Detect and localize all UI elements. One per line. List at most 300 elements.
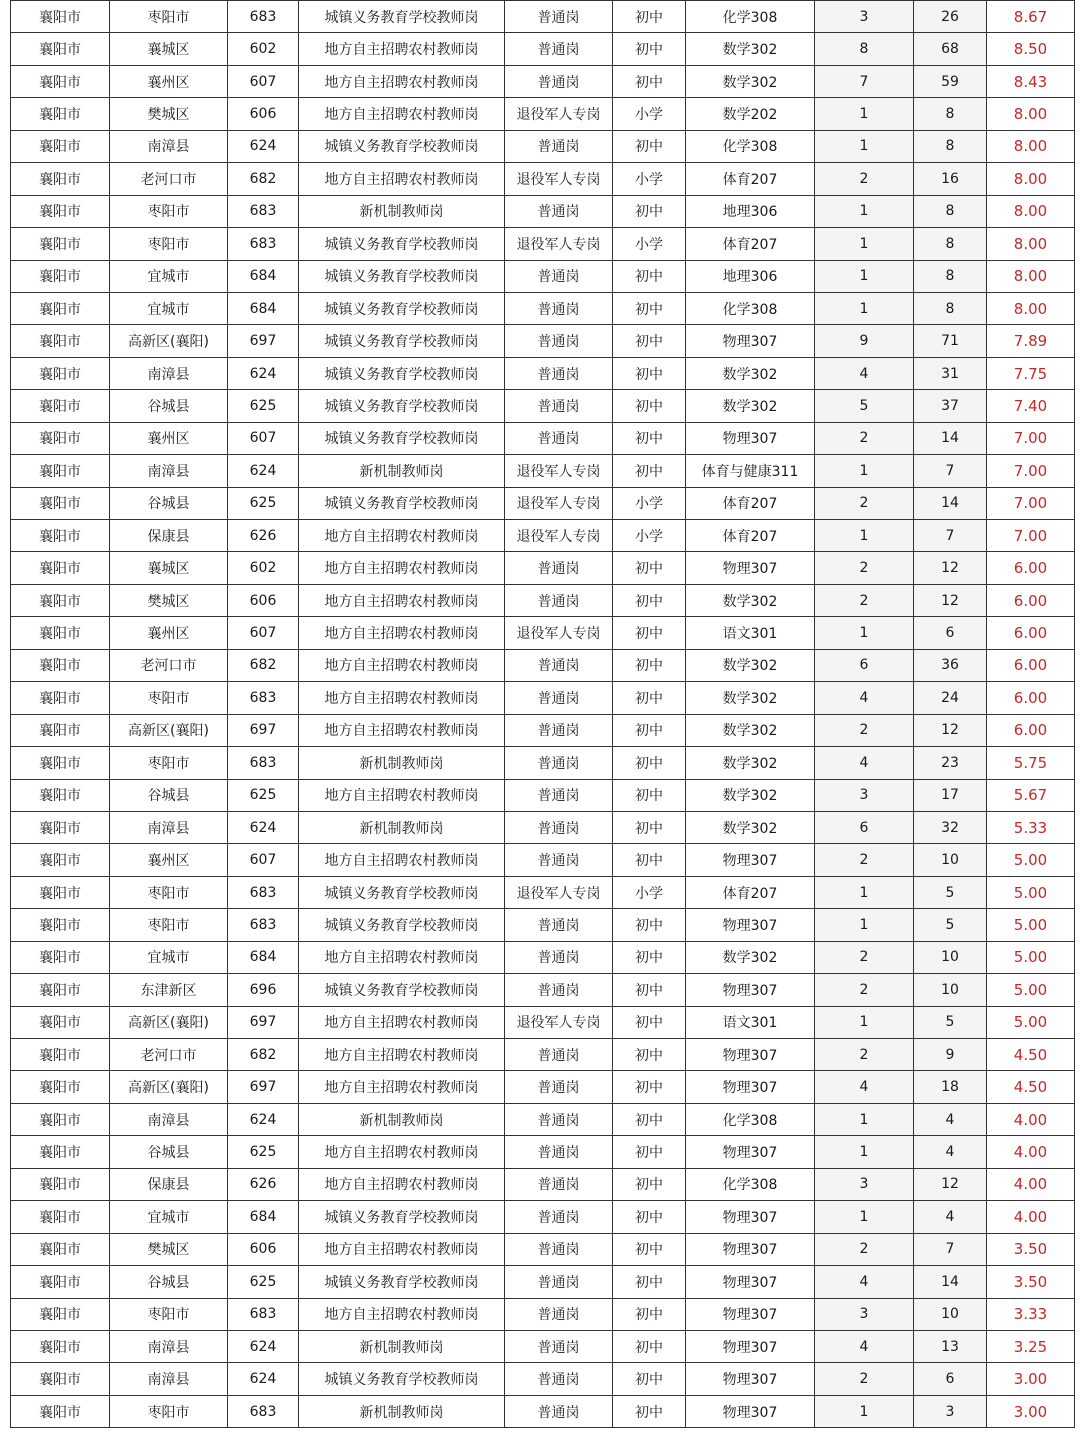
competition-ratio-cell: 8.00 (987, 292, 1075, 324)
table-row (11, 617, 1075, 649)
competition-ratio-cell: 3.50 (987, 1266, 1075, 1298)
city-cell: 襄阳市 (11, 195, 110, 227)
post-category-cell: 普通岗 (505, 65, 613, 97)
post-category-cell: 普通岗 (505, 1039, 613, 1071)
subject-cell: 语文301 (686, 1006, 815, 1038)
subject-cell: 物理307 (686, 1330, 815, 1362)
applicants-cell: 31 (914, 357, 987, 389)
openings-cell: 1 (815, 195, 914, 227)
table-row (11, 811, 1075, 843)
city-cell: 襄阳市 (11, 33, 110, 65)
position-type-cell: 城镇义务教育学校教师岗 (299, 292, 505, 324)
competition-ratio-cell: 6.00 (987, 682, 1075, 714)
post-category-cell: 普通岗 (505, 844, 613, 876)
competition-ratio-cell: 8.00 (987, 195, 1075, 227)
openings-cell: 3 (815, 1298, 914, 1330)
position-type-cell: 新机制教师岗 (299, 1103, 505, 1135)
district-cell: 襄州区 (110, 617, 228, 649)
subject-cell: 数学302 (686, 390, 815, 422)
table-row (11, 357, 1075, 389)
post-category-cell: 普通岗 (505, 195, 613, 227)
district-code-cell: 683 (228, 876, 299, 908)
city-cell: 襄阳市 (11, 617, 110, 649)
city-cell: 襄阳市 (11, 876, 110, 908)
subject-cell: 物理307 (686, 325, 815, 357)
position-type-cell: 城镇义务教育学校教师岗 (299, 325, 505, 357)
school-level-cell: 初中 (613, 1330, 686, 1362)
table-row (11, 520, 1075, 552)
competition-ratio-cell: 5.75 (987, 747, 1075, 779)
openings-cell: 1 (815, 1103, 914, 1135)
openings-cell: 8 (815, 33, 914, 65)
city-cell: 襄阳市 (11, 1168, 110, 1200)
openings-cell: 1 (815, 228, 914, 260)
post-category-cell: 普通岗 (505, 1168, 613, 1200)
position-type-cell: 新机制教师岗 (299, 747, 505, 779)
post-category-cell: 普通岗 (505, 390, 613, 422)
post-category-cell: 退役军人专岗 (505, 98, 613, 130)
post-category-cell: 普通岗 (505, 1201, 613, 1233)
district-cell: 襄州区 (110, 422, 228, 454)
district-cell: 南漳县 (110, 130, 228, 162)
city-cell: 襄阳市 (11, 1298, 110, 1330)
table-row (11, 487, 1075, 519)
district-code-cell: 625 (228, 1266, 299, 1298)
competition-ratio-cell: 6.00 (987, 617, 1075, 649)
school-level-cell: 小学 (613, 163, 686, 195)
competition-ratio-cell: 5.00 (987, 974, 1075, 1006)
applicants-cell: 36 (914, 649, 987, 681)
district-code-cell: 684 (228, 1201, 299, 1233)
post-category-cell: 退役军人专岗 (505, 228, 613, 260)
district-cell: 东津新区 (110, 974, 228, 1006)
table-row (11, 714, 1075, 746)
competition-ratio-cell: 7.00 (987, 422, 1075, 454)
school-level-cell: 初中 (613, 1039, 686, 1071)
openings-cell: 2 (815, 422, 914, 454)
openings-cell: 2 (815, 1363, 914, 1395)
district-code-cell: 625 (228, 1136, 299, 1168)
table-row (11, 228, 1075, 260)
openings-cell: 7 (815, 65, 914, 97)
table-row (11, 649, 1075, 681)
district-code-cell: 697 (228, 1071, 299, 1103)
table-row (11, 974, 1075, 1006)
school-level-cell: 初中 (613, 617, 686, 649)
subject-cell: 数学302 (686, 747, 815, 779)
school-level-cell: 初中 (613, 65, 686, 97)
openings-cell: 1 (815, 1006, 914, 1038)
position-type-cell: 城镇义务教育学校教师岗 (299, 1363, 505, 1395)
district-cell: 襄州区 (110, 844, 228, 876)
post-category-cell: 普通岗 (505, 357, 613, 389)
post-category-cell: 普通岗 (505, 1, 613, 33)
city-cell: 襄阳市 (11, 941, 110, 973)
post-category-cell: 退役军人专岗 (505, 520, 613, 552)
position-type-cell: 城镇义务教育学校教师岗 (299, 876, 505, 908)
table-row (11, 325, 1075, 357)
applicants-cell: 12 (914, 714, 987, 746)
post-category-cell: 退役军人专岗 (505, 876, 613, 908)
city-cell: 襄阳市 (11, 844, 110, 876)
school-level-cell: 初中 (613, 195, 686, 227)
openings-cell: 3 (815, 779, 914, 811)
post-category-cell: 普通岗 (505, 747, 613, 779)
table-row (11, 1071, 1075, 1103)
city-cell: 襄阳市 (11, 455, 110, 487)
district-code-cell: 683 (228, 1, 299, 33)
openings-cell: 2 (815, 552, 914, 584)
district-cell: 枣阳市 (110, 228, 228, 260)
openings-cell: 2 (815, 974, 914, 1006)
applicants-cell: 10 (914, 941, 987, 973)
school-level-cell: 初中 (613, 1103, 686, 1135)
subject-cell: 物理307 (686, 1298, 815, 1330)
table-row (11, 260, 1075, 292)
openings-cell: 2 (815, 1233, 914, 1265)
competition-ratio-cell: 6.00 (987, 584, 1075, 616)
school-level-cell: 初中 (613, 1395, 686, 1427)
table-row (11, 1136, 1075, 1168)
table-row (11, 65, 1075, 97)
city-cell: 襄阳市 (11, 974, 110, 1006)
competition-ratio-cell: 7.89 (987, 325, 1075, 357)
subject-cell: 数学302 (686, 779, 815, 811)
table-row (11, 130, 1075, 162)
district-cell: 樊城区 (110, 98, 228, 130)
openings-cell: 1 (815, 876, 914, 908)
applicants-cell: 6 (914, 617, 987, 649)
openings-cell: 2 (815, 941, 914, 973)
district-code-cell: 697 (228, 1006, 299, 1038)
position-type-cell: 地方自主招聘农村教师岗 (299, 1039, 505, 1071)
district-cell: 樊城区 (110, 1233, 228, 1265)
subject-cell: 物理307 (686, 1395, 815, 1427)
city-cell: 襄阳市 (11, 1201, 110, 1233)
city-cell: 襄阳市 (11, 1071, 110, 1103)
district-code-cell: 624 (228, 357, 299, 389)
subject-cell: 数学302 (686, 811, 815, 843)
post-category-cell: 退役军人专岗 (505, 163, 613, 195)
competition-ratio-cell: 7.00 (987, 455, 1075, 487)
city-cell: 襄阳市 (11, 779, 110, 811)
school-level-cell: 初中 (613, 1071, 686, 1103)
openings-cell: 4 (815, 747, 914, 779)
school-level-cell: 初中 (613, 390, 686, 422)
table-row (11, 1266, 1075, 1298)
table-row (11, 455, 1075, 487)
applicants-cell: 8 (914, 228, 987, 260)
table-row (11, 779, 1075, 811)
subject-cell: 化学308 (686, 130, 815, 162)
district-cell: 枣阳市 (110, 682, 228, 714)
subject-cell: 物理307 (686, 844, 815, 876)
subject-cell: 物理307 (686, 422, 815, 454)
applicants-cell: 8 (914, 130, 987, 162)
openings-cell: 1 (815, 130, 914, 162)
competition-ratio-cell: 3.50 (987, 1233, 1075, 1265)
competition-ratio-cell: 8.00 (987, 163, 1075, 195)
district-code-cell: 683 (228, 682, 299, 714)
applicants-cell: 32 (914, 811, 987, 843)
subject-cell: 数学202 (686, 98, 815, 130)
post-category-cell: 退役军人专岗 (505, 487, 613, 519)
city-cell: 襄阳市 (11, 1395, 110, 1427)
district-code-cell: 683 (228, 1395, 299, 1427)
table-row (11, 1039, 1075, 1071)
post-category-cell: 普通岗 (505, 1298, 613, 1330)
district-code-cell: 684 (228, 260, 299, 292)
openings-cell: 2 (815, 584, 914, 616)
table-row (11, 390, 1075, 422)
position-type-cell: 新机制教师岗 (299, 195, 505, 227)
openings-cell: 2 (815, 844, 914, 876)
district-cell: 枣阳市 (110, 909, 228, 941)
competition-ratio-cell: 5.67 (987, 779, 1075, 811)
applicants-cell: 12 (914, 552, 987, 584)
post-category-cell: 普通岗 (505, 779, 613, 811)
district-cell: 老河口市 (110, 163, 228, 195)
applicants-cell: 14 (914, 422, 987, 454)
position-type-cell: 新机制教师岗 (299, 1330, 505, 1362)
competition-ratio-cell: 5.00 (987, 909, 1075, 941)
district-code-cell: 607 (228, 844, 299, 876)
post-category-cell: 退役军人专岗 (505, 455, 613, 487)
post-category-cell: 普通岗 (505, 260, 613, 292)
competition-ratio-cell: 6.00 (987, 649, 1075, 681)
position-type-cell: 城镇义务教育学校教师岗 (299, 909, 505, 941)
district-cell: 樊城区 (110, 584, 228, 616)
position-type-cell: 地方自主招聘农村教师岗 (299, 65, 505, 97)
post-category-cell: 普通岗 (505, 1330, 613, 1362)
openings-cell: 4 (815, 1071, 914, 1103)
post-category-cell: 普通岗 (505, 811, 613, 843)
district-cell: 襄城区 (110, 33, 228, 65)
competition-ratio-cell: 8.00 (987, 98, 1075, 130)
school-level-cell: 初中 (613, 325, 686, 357)
post-category-cell: 普通岗 (505, 33, 613, 65)
district-code-cell: 607 (228, 422, 299, 454)
district-cell: 宜城市 (110, 260, 228, 292)
district-cell: 枣阳市 (110, 1395, 228, 1427)
competition-ratio-cell: 3.00 (987, 1363, 1075, 1395)
school-level-cell: 初中 (613, 1168, 686, 1200)
subject-cell: 数学302 (686, 357, 815, 389)
school-level-cell: 小学 (613, 98, 686, 130)
applicants-cell: 71 (914, 325, 987, 357)
city-cell: 襄阳市 (11, 1136, 110, 1168)
district-code-cell: 606 (228, 1233, 299, 1265)
subject-cell: 体育207 (686, 228, 815, 260)
school-level-cell: 初中 (613, 584, 686, 616)
district-cell: 谷城县 (110, 390, 228, 422)
subject-cell: 体育207 (686, 876, 815, 908)
openings-cell: 1 (815, 1201, 914, 1233)
city-cell: 襄阳市 (11, 390, 110, 422)
applicants-cell: 8 (914, 195, 987, 227)
subject-cell: 数学302 (686, 33, 815, 65)
district-code-cell: 683 (228, 1298, 299, 1330)
applicants-cell: 7 (914, 520, 987, 552)
applicants-cell: 6 (914, 1363, 987, 1395)
district-code-cell: 683 (228, 909, 299, 941)
competition-ratio-cell: 8.50 (987, 33, 1075, 65)
school-level-cell: 初中 (613, 941, 686, 973)
competition-ratio-cell: 8.00 (987, 130, 1075, 162)
city-cell: 襄阳市 (11, 325, 110, 357)
district-cell: 南漳县 (110, 1103, 228, 1135)
openings-cell: 1 (815, 520, 914, 552)
openings-cell: 1 (815, 455, 914, 487)
position-type-cell: 城镇义务教育学校教师岗 (299, 1, 505, 33)
district-cell: 南漳县 (110, 455, 228, 487)
position-type-cell: 地方自主招聘农村教师岗 (299, 649, 505, 681)
position-type-cell: 地方自主招聘农村教师岗 (299, 779, 505, 811)
school-level-cell: 初中 (613, 357, 686, 389)
city-cell: 襄阳市 (11, 163, 110, 195)
subject-cell: 数学302 (686, 682, 815, 714)
applicants-cell: 26 (914, 1, 987, 33)
city-cell: 襄阳市 (11, 682, 110, 714)
district-code-cell: 682 (228, 1039, 299, 1071)
applicants-cell: 10 (914, 844, 987, 876)
post-category-cell: 退役军人专岗 (505, 617, 613, 649)
city-cell: 襄阳市 (11, 909, 110, 941)
openings-cell: 1 (815, 260, 914, 292)
applicants-cell: 7 (914, 455, 987, 487)
post-category-cell: 普通岗 (505, 682, 613, 714)
position-type-cell: 新机制教师岗 (299, 455, 505, 487)
applicants-cell: 4 (914, 1201, 987, 1233)
applicants-cell: 7 (914, 1233, 987, 1265)
district-code-cell: 626 (228, 520, 299, 552)
openings-cell: 4 (815, 682, 914, 714)
district-cell: 高新区(襄阳) (110, 1071, 228, 1103)
position-type-cell: 城镇义务教育学校教师岗 (299, 260, 505, 292)
applicants-cell: 24 (914, 682, 987, 714)
district-code-cell: 606 (228, 98, 299, 130)
openings-cell: 3 (815, 1, 914, 33)
subject-cell: 体育与健康311 (686, 455, 815, 487)
district-cell: 保康县 (110, 520, 228, 552)
school-level-cell: 初中 (613, 649, 686, 681)
district-cell: 高新区(襄阳) (110, 1006, 228, 1038)
subject-cell: 化学308 (686, 1, 815, 33)
competition-ratio-cell: 6.00 (987, 714, 1075, 746)
district-code-cell: 606 (228, 584, 299, 616)
city-cell: 襄阳市 (11, 649, 110, 681)
applicants-cell: 8 (914, 292, 987, 324)
district-code-cell: 682 (228, 163, 299, 195)
position-type-cell: 城镇义务教育学校教师岗 (299, 130, 505, 162)
district-code-cell: 624 (228, 1103, 299, 1135)
position-type-cell: 城镇义务教育学校教师岗 (299, 487, 505, 519)
subject-cell: 体育207 (686, 487, 815, 519)
district-cell: 老河口市 (110, 1039, 228, 1071)
city-cell: 襄阳市 (11, 1006, 110, 1038)
post-category-cell: 普通岗 (505, 941, 613, 973)
table-row (11, 1298, 1075, 1330)
competition-ratio-cell: 7.75 (987, 357, 1075, 389)
school-level-cell: 初中 (613, 1201, 686, 1233)
competition-ratio-cell: 8.43 (987, 65, 1075, 97)
table-row (11, 163, 1075, 195)
city-cell: 襄阳市 (11, 1233, 110, 1265)
city-cell: 襄阳市 (11, 714, 110, 746)
applicants-cell: 37 (914, 390, 987, 422)
competition-ratio-cell: 7.00 (987, 520, 1075, 552)
table-row (11, 682, 1075, 714)
applicants-cell: 16 (914, 163, 987, 195)
applicants-cell: 5 (914, 1006, 987, 1038)
table-row (11, 422, 1075, 454)
table-row (11, 941, 1075, 973)
applicants-cell: 8 (914, 260, 987, 292)
school-level-cell: 初中 (613, 1006, 686, 1038)
district-cell: 老河口市 (110, 649, 228, 681)
district-cell: 枣阳市 (110, 747, 228, 779)
table-row (11, 844, 1075, 876)
competition-ratio-cell: 6.00 (987, 552, 1075, 584)
position-type-cell: 地方自主招聘农村教师岗 (299, 844, 505, 876)
table-row (11, 1330, 1075, 1362)
table-row (11, 1363, 1075, 1395)
subject-cell: 化学308 (686, 1168, 815, 1200)
post-category-cell: 普通岗 (505, 1363, 613, 1395)
subject-cell: 数学302 (686, 584, 815, 616)
position-type-cell: 城镇义务教育学校教师岗 (299, 1266, 505, 1298)
applicants-cell: 9 (914, 1039, 987, 1071)
school-level-cell: 初中 (613, 552, 686, 584)
competition-ratio-cell: 5.33 (987, 811, 1075, 843)
post-category-cell: 普通岗 (505, 1395, 613, 1427)
openings-cell: 2 (815, 714, 914, 746)
position-type-cell: 新机制教师岗 (299, 1395, 505, 1427)
subject-cell: 化学308 (686, 292, 815, 324)
city-cell: 襄阳市 (11, 98, 110, 130)
school-level-cell: 初中 (613, 130, 686, 162)
table-row (11, 909, 1075, 941)
post-category-cell: 普通岗 (505, 422, 613, 454)
applicants-cell: 3 (914, 1395, 987, 1427)
district-code-cell: 624 (228, 1363, 299, 1395)
district-code-cell: 625 (228, 487, 299, 519)
school-level-cell: 小学 (613, 228, 686, 260)
competition-ratio-cell: 8.00 (987, 228, 1075, 260)
district-cell: 南漳县 (110, 811, 228, 843)
subject-cell: 物理307 (686, 974, 815, 1006)
table-row (11, 1168, 1075, 1200)
subject-cell: 物理307 (686, 1039, 815, 1071)
position-type-cell: 地方自主招聘农村教师岗 (299, 941, 505, 973)
district-cell: 枣阳市 (110, 195, 228, 227)
competition-ratio-cell: 3.00 (987, 1395, 1075, 1427)
school-level-cell: 小学 (613, 876, 686, 908)
competition-ratio-cell: 7.40 (987, 390, 1075, 422)
applicants-cell: 10 (914, 974, 987, 1006)
district-cell: 保康县 (110, 1168, 228, 1200)
district-cell: 谷城县 (110, 1266, 228, 1298)
position-type-cell: 地方自主招聘农村教师岗 (299, 1006, 505, 1038)
table-row (11, 1233, 1075, 1265)
school-level-cell: 初中 (613, 260, 686, 292)
openings-cell: 4 (815, 1266, 914, 1298)
district-code-cell: 624 (228, 1330, 299, 1362)
applicants-cell: 14 (914, 1266, 987, 1298)
competition-ratio-cell: 4.00 (987, 1136, 1075, 1168)
position-type-cell: 城镇义务教育学校教师岗 (299, 422, 505, 454)
school-level-cell: 初中 (613, 909, 686, 941)
